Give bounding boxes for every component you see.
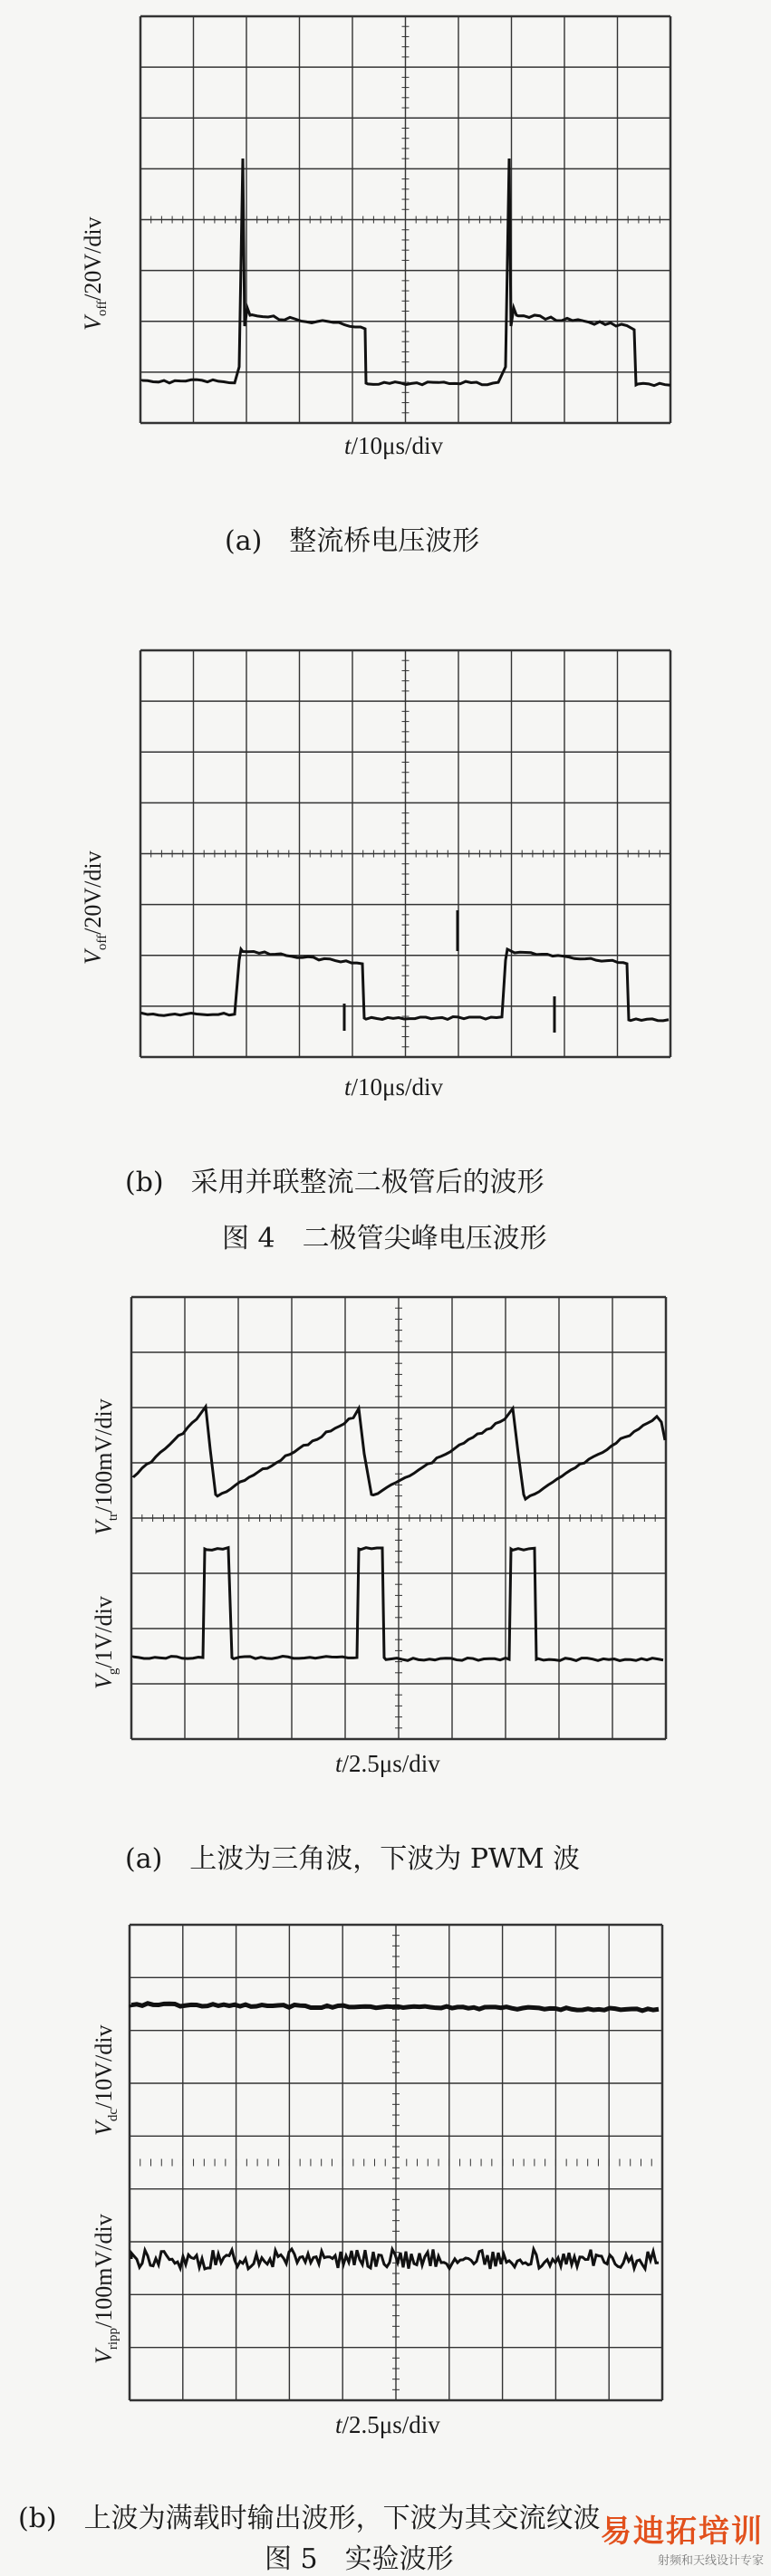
xlabel-5a: t/2.5μs/div [335,1750,440,1777]
watermark-logo [601,2506,764,2568]
xlabel-4a: t/10μs/div [344,432,444,459]
xlabel-5b: t/2.5μs/div [335,2411,440,2438]
xlabel-4b: t/10μs/div [344,1073,444,1101]
watermark-main: 易迪拓培训 [601,2514,764,2550]
ylabel-5a-top: $V_{tr}/100mV$/div [91,1399,121,1535]
grid-5b [130,1925,662,2400]
ylabel-5b-bottom: $V_{ripp}/100mV$/div [91,2214,121,2364]
ylabel-4a: $V_{off}/20V$/div [80,216,111,331]
figure4-caption: 图 4 二极管尖峰电压波形 [222,1223,547,1254]
ripple-waveform-5b [131,2249,659,2269]
caption-5b: (b) 上波为满载时输出波形，下波为其交流纹波 [18,2503,601,2534]
ylabel-5a-bottom: $V_g/1V$/div [91,1596,121,1689]
ylabel-4b: $V_{off}/20V$/div [80,851,111,965]
caption-5a: (a) 上波为三角波，下波为 PWM 波 [125,1843,581,1875]
ylabel-5b-top: $V_{dc}/10V$/div [91,2024,121,2136]
watermark-sub: 射频和天线设计专家 [657,2554,764,2568]
caption-4a: (a) 整流桥电压波形 [225,525,480,557]
caption-4b: (b) 采用并联整流二极管后的波形 [125,1167,545,1198]
figure5-caption: 图 5 实验波形 [265,2543,454,2575]
